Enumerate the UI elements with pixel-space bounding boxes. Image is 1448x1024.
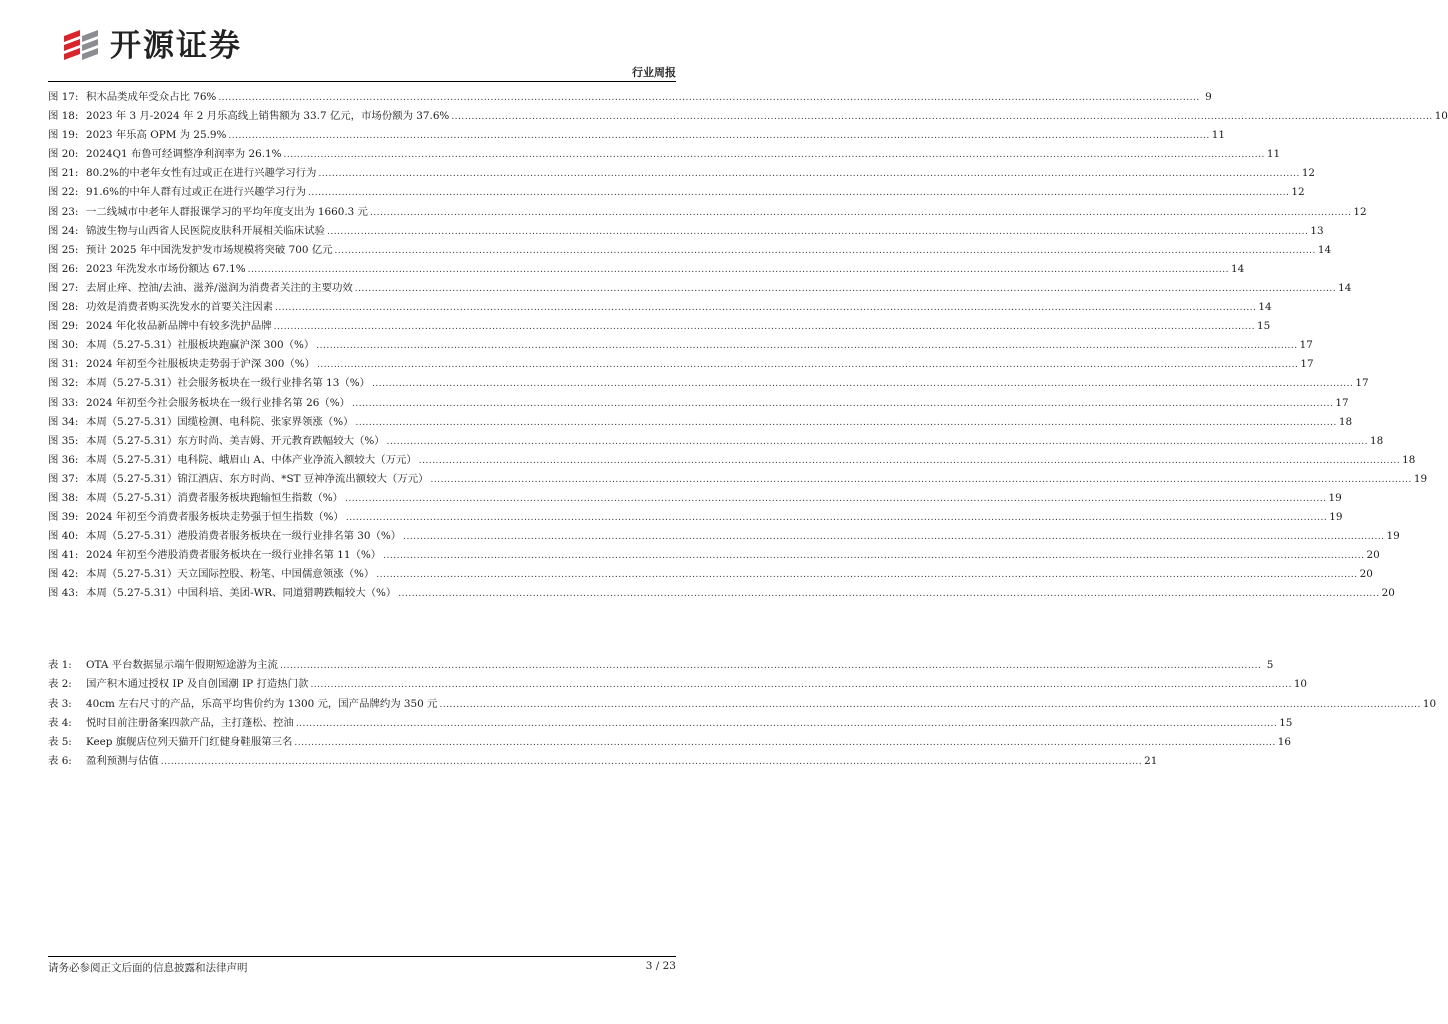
dot-leader bbox=[228, 131, 1209, 141]
figure-toc-entry[interactable] bbox=[48, 241, 1332, 260]
entry-label: 表 6: bbox=[48, 755, 72, 768]
entry-page: 5 bbox=[1266, 659, 1274, 671]
entry-page: 19 bbox=[1386, 530, 1400, 543]
footer-divider bbox=[48, 956, 676, 957]
entry-label: 表 3: bbox=[48, 697, 72, 710]
dot-leader bbox=[372, 379, 1353, 389]
figure-toc-entry[interactable] bbox=[48, 374, 1369, 393]
entry-label: 图 35: bbox=[48, 434, 79, 447]
entry-label: 图 37: bbox=[48, 472, 79, 485]
table-toc-entry[interactable] bbox=[48, 752, 1158, 771]
entry-label: 图 42: bbox=[48, 568, 79, 581]
figure-toc-entry[interactable] bbox=[48, 489, 1342, 508]
logo-mark-icon bbox=[60, 26, 104, 66]
entry-page: 15 bbox=[1279, 716, 1293, 729]
figure-toc-entry[interactable] bbox=[48, 355, 1314, 374]
entry-page: 16 bbox=[1277, 736, 1291, 749]
entry-page: 12 bbox=[1301, 167, 1316, 180]
dot-leader bbox=[283, 150, 1264, 160]
entry-title: OTA 平台数据显示端午假期短途游为主流 bbox=[86, 659, 278, 671]
entry-title: 国产积木通过授权 IP 及自创国潮 IP 打造热门款 bbox=[86, 678, 309, 691]
figure-toc-entry[interactable] bbox=[48, 145, 1281, 164]
entry-title: 91.6%的中年人群有过或正在进行兴趣学习行为 bbox=[86, 186, 307, 199]
dot-leader bbox=[352, 399, 1333, 409]
entry-label: 图 33: bbox=[48, 396, 79, 409]
entry-label: 图 40: bbox=[48, 530, 79, 543]
entry-title: 2024 年初至今社会服务板块在一级行业排名第 26（%） bbox=[86, 396, 350, 409]
entry-title: 2024Q1 布鲁可经调整净利润率为 26.1% bbox=[86, 148, 282, 161]
entry-label: 图 30: bbox=[48, 339, 79, 352]
dot-leader bbox=[451, 112, 1432, 122]
entry-label: 图 41: bbox=[48, 549, 79, 562]
table-toc-entry[interactable] bbox=[48, 675, 1308, 694]
page-number: 3 / 23 bbox=[645, 960, 676, 972]
entry-title: 本周（5.27-5.31）港股消费者服务板块在一级行业排名第 30（%） bbox=[86, 530, 402, 543]
figure-toc-entry[interactable] bbox=[48, 107, 1448, 126]
entry-label: 图 20: bbox=[48, 148, 79, 161]
entry-page: 19 bbox=[1329, 511, 1343, 524]
entry-label: 图 31: bbox=[48, 358, 79, 371]
entry-page: 10 bbox=[1293, 678, 1308, 691]
dot-leader bbox=[316, 341, 1297, 351]
dot-leader bbox=[345, 494, 1326, 504]
dot-leader bbox=[296, 719, 1277, 729]
entry-page: 14 bbox=[1230, 262, 1245, 275]
dot-leader bbox=[308, 188, 1289, 198]
entry-page: 18 bbox=[1370, 434, 1384, 447]
entry-title: 预计 2025 年中国洗发护发市场规模将突破 700 亿元 bbox=[86, 243, 333, 256]
dot-leader bbox=[403, 532, 1384, 542]
entry-page: 15 bbox=[1256, 320, 1271, 333]
logo-text: 开源证券 bbox=[110, 28, 242, 64]
entry-title: 2024 年初至今消费者服务板块走势强于恒生指数（%） bbox=[86, 511, 344, 524]
figure-toc-entry[interactable] bbox=[48, 183, 1305, 202]
dot-leader bbox=[430, 475, 1411, 485]
figure-toc-entry[interactable] bbox=[48, 584, 1395, 603]
entry-title: 80.2%的中老年女性有过或正在进行兴趣学习行为 bbox=[86, 167, 317, 180]
entry-page: 14 bbox=[1338, 281, 1352, 294]
entry-page: 12 bbox=[1291, 186, 1305, 199]
figure-toc-entry[interactable] bbox=[48, 260, 1245, 279]
figure-toc-entry[interactable] bbox=[48, 336, 1313, 355]
entry-label: 表 5: bbox=[48, 736, 72, 749]
figure-toc-entry[interactable] bbox=[48, 413, 1353, 432]
entry-title: 本周（5.27-5.31）消费者服务板块跑输恒生指数（%） bbox=[86, 491, 344, 504]
entry-page: 13 bbox=[1310, 224, 1324, 237]
figure-toc-entry[interactable] bbox=[48, 470, 1428, 489]
entry-label: 图 38: bbox=[48, 491, 79, 504]
entry-page: 9 bbox=[1205, 91, 1212, 103]
entry-label: 图 24: bbox=[48, 224, 79, 237]
entry-title: 本周（5.27-5.31）锦江酒店、东方时尚、*ST 豆神净流出额较大（万元） bbox=[86, 472, 429, 485]
entry-page: 10 bbox=[1422, 697, 1437, 710]
dot-leader bbox=[370, 208, 1351, 218]
entry-label: 图 18: bbox=[48, 110, 79, 123]
figure-toc-entry[interactable] bbox=[48, 203, 1367, 222]
dot-leader bbox=[398, 589, 1379, 599]
figure-toc-entry[interactable] bbox=[48, 88, 1212, 107]
entry-title: 2023 年 3 月-2024 年 2 月乐高线上销售额为 33.7 亿元，市场份额为 37.6% bbox=[86, 110, 450, 123]
page-header bbox=[0, 0, 724, 82]
entry-title: 本周（5.27-5.31）东方时尚、美吉姆、开元教育跌幅较大（%） bbox=[86, 434, 385, 447]
entry-label: 图 27: bbox=[48, 281, 79, 294]
entry-page: 19 bbox=[1328, 491, 1342, 504]
figure-toc-entry[interactable] bbox=[48, 222, 1324, 241]
entry-page: 11 bbox=[1211, 129, 1225, 142]
entry-title: 2023 年洗发水市场份额达 67.1% bbox=[86, 262, 246, 275]
entry-label: 图 29: bbox=[48, 320, 79, 333]
dot-leader bbox=[419, 456, 1400, 466]
entry-title: 锦波生物与山西省人民医院皮肤科开展相关临床试验 bbox=[86, 224, 325, 237]
entry-label: 图 26: bbox=[48, 262, 79, 275]
entry-title: 积木品类成年受众占比 76% bbox=[86, 91, 217, 103]
entry-title: 2024 年初至今港股消费者服务板块在一级行业排名第 11（%） bbox=[86, 549, 382, 562]
entry-title: 2024 年化妆品新品牌中有较多洗护品牌 bbox=[86, 320, 272, 333]
dot-leader bbox=[387, 437, 1368, 447]
entry-title: 本周（5.27-5.31）社会服务板块在一级行业排名第 13（%） bbox=[86, 377, 370, 390]
dot-leader bbox=[248, 265, 1229, 275]
entry-page: 14 bbox=[1317, 243, 1332, 256]
figure-toc-entry[interactable] bbox=[48, 451, 1416, 470]
table-list bbox=[48, 656, 1437, 772]
entry-page: 21 bbox=[1144, 755, 1158, 768]
entry-page: 17 bbox=[1355, 377, 1369, 390]
dot-leader bbox=[439, 700, 1420, 710]
entry-label: 图 19: bbox=[48, 129, 79, 142]
entry-page: 17 bbox=[1335, 396, 1349, 409]
entry-label: 表 1: bbox=[48, 659, 72, 671]
dot-leader bbox=[318, 169, 1299, 179]
dot-leader bbox=[275, 303, 1256, 313]
entry-label: 图 22: bbox=[48, 186, 79, 199]
entry-label: 图 25: bbox=[48, 243, 79, 256]
entry-page: 20 bbox=[1366, 549, 1380, 562]
entry-page: 20 bbox=[1359, 568, 1373, 581]
entry-label: 图 17: bbox=[48, 91, 79, 103]
dot-leader bbox=[274, 322, 1255, 332]
table-toc-entry[interactable] bbox=[48, 733, 1291, 752]
entry-label: 图 28: bbox=[48, 301, 79, 314]
entry-title: 去屑止痒、控油/去油、滋养/滋润为消费者关注的主要功效 bbox=[86, 281, 353, 294]
entry-page: 11 bbox=[1266, 148, 1281, 161]
dot-leader bbox=[335, 246, 1316, 256]
report-type-label: 行业周报 bbox=[632, 66, 676, 79]
entry-page: 19 bbox=[1413, 472, 1428, 485]
dot-leader bbox=[355, 284, 1336, 294]
entry-page: 17 bbox=[1299, 339, 1313, 352]
entry-title: 本周（5.27-5.31）天立国际控股、粉笔、中国儒意领涨（%） bbox=[86, 568, 375, 581]
entry-label: 表 2: bbox=[48, 678, 72, 691]
dot-leader bbox=[280, 661, 1261, 671]
figure-toc-entry[interactable] bbox=[48, 279, 1352, 298]
figure-toc-entry[interactable] bbox=[48, 527, 1400, 546]
figure-toc-entry[interactable] bbox=[48, 317, 1271, 336]
entry-title: 盈利预测与估值 bbox=[86, 755, 159, 768]
figure-toc-entry[interactable] bbox=[48, 508, 1343, 527]
entry-title: 本周（5.27-5.31）国缆检测、电科院、张家界领涨（%） bbox=[86, 415, 354, 428]
figure-toc-entry[interactable] bbox=[48, 565, 1373, 584]
company-logo bbox=[60, 26, 280, 66]
entry-label: 图 21: bbox=[48, 167, 79, 180]
entry-page: 18 bbox=[1402, 453, 1416, 466]
entry-label: 图 39: bbox=[48, 511, 79, 524]
entry-title: 本周（5.27-5.31）电科院、峨眉山 A、中体产业净流入额较大（万元） bbox=[86, 453, 417, 466]
entry-page: 20 bbox=[1381, 587, 1395, 600]
figure-toc-entry[interactable] bbox=[48, 298, 1272, 317]
dot-leader bbox=[294, 738, 1275, 748]
entry-title: 2024 年初至今社服板块走势弱于沪深 300（%） bbox=[86, 358, 316, 371]
table-toc-entry[interactable] bbox=[48, 695, 1437, 714]
entry-title: Keep 旗舰店位列天猫开门红健身鞋服第三名 bbox=[86, 736, 293, 749]
entry-title: 本周（5.27-5.31）中国科培、美团-WR、同道猎聘跌幅较大（%） bbox=[86, 587, 397, 600]
figure-toc-entry[interactable] bbox=[48, 164, 1316, 183]
dot-leader bbox=[327, 227, 1308, 237]
dot-leader bbox=[376, 570, 1357, 580]
entry-label: 图 32: bbox=[48, 377, 79, 390]
dot-leader bbox=[161, 757, 1142, 767]
entry-label: 图 23: bbox=[48, 205, 79, 218]
entry-title: 一二线城市中老年人群报课学习的平均年度支出为 1660.3 元 bbox=[86, 205, 368, 218]
dot-leader bbox=[310, 680, 1291, 690]
entry-page: 10 bbox=[1434, 110, 1448, 123]
entry-page: 12 bbox=[1353, 205, 1367, 218]
dot-leader bbox=[218, 93, 1199, 103]
entry-title: 40cm 左右尺寸的产品，乐高平均售价约为 1300 元，国产品牌约为 350 元 bbox=[86, 697, 438, 710]
entry-page: 14 bbox=[1258, 301, 1272, 314]
figure-toc-entry[interactable] bbox=[48, 546, 1380, 565]
table-toc-entry[interactable] bbox=[48, 656, 1274, 675]
entry-title: 2023 年乐高 OPM 为 25.9% bbox=[86, 129, 227, 142]
disclaimer-note: 请务必参阅正文后面的信息披露和法律声明 bbox=[48, 962, 248, 974]
table-toc-entry[interactable] bbox=[48, 714, 1293, 733]
entry-page: 17 bbox=[1300, 358, 1314, 371]
entry-title: 功效是消费者购买洗发水的首要关注因素 bbox=[86, 301, 274, 314]
dot-leader bbox=[355, 418, 1336, 428]
dot-leader bbox=[383, 551, 1364, 561]
dot-leader bbox=[317, 360, 1298, 370]
figure-toc-entry[interactable] bbox=[48, 394, 1349, 413]
entry-title: 本周（5.27-5.31）社服板块跑赢沪深 300（%） bbox=[86, 339, 315, 352]
figure-toc-entry[interactable] bbox=[48, 126, 1225, 145]
entry-label: 表 4: bbox=[48, 716, 72, 729]
dot-leader bbox=[346, 513, 1327, 523]
entry-label: 图 36: bbox=[48, 453, 79, 466]
entry-page: 18 bbox=[1338, 415, 1353, 428]
entry-title: 悦时目前注册备案四款产品，主打蓬松、控油 bbox=[86, 716, 294, 729]
figure-list bbox=[48, 88, 1448, 604]
entry-label: 图 34: bbox=[48, 415, 79, 428]
figure-toc-entry[interactable] bbox=[48, 432, 1384, 451]
header-divider bbox=[48, 81, 676, 82]
entry-label: 图 43: bbox=[48, 587, 79, 600]
